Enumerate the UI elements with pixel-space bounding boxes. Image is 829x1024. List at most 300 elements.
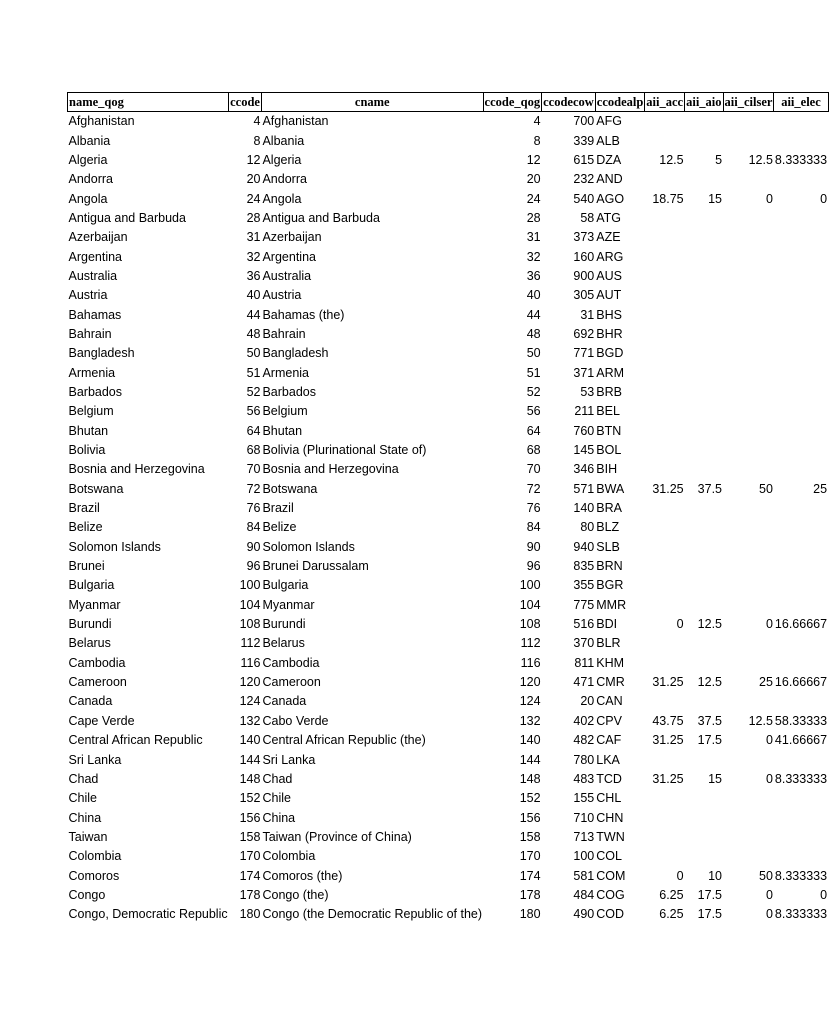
cell-aii-aio[interactable]: [685, 692, 723, 711]
cell-aii-acc[interactable]: [645, 247, 685, 266]
cell-aii-aio[interactable]: [685, 325, 723, 344]
cell-name-qog[interactable]: Myanmar: [68, 597, 121, 612]
cell-aii-cilser[interactable]: [723, 789, 774, 808]
cell-aii-acc[interactable]: [645, 518, 685, 537]
header-cname[interactable]: cname: [261, 93, 483, 112]
cell-aii-acc[interactable]: 31.25: [652, 771, 684, 786]
cell-aii-cilser[interactable]: [723, 847, 774, 866]
cell-aii-aio[interactable]: 37.5: [697, 481, 723, 496]
cell-ccode-qog[interactable]: 140: [519, 733, 541, 748]
cell-name-qog[interactable]: Congo: [68, 887, 106, 902]
cell-ccode-qog[interactable]: 31: [526, 230, 541, 245]
cell-cname[interactable]: Congo (the Democratic Republic of the): [262, 907, 483, 922]
cell-cname[interactable]: Cabo Verde: [262, 713, 329, 728]
cell-ccode[interactable]: 24: [246, 191, 261, 206]
cell-ccodealp[interactable]: COL: [596, 849, 622, 864]
cell-ccode[interactable]: 112: [240, 636, 261, 651]
cell-name-qog[interactable]: Azerbaijan: [68, 230, 128, 245]
cell-ccode-qog[interactable]: 12: [526, 152, 541, 167]
cell-cname[interactable]: Chad: [262, 771, 293, 786]
cell-ccodealp[interactable]: ARG: [596, 249, 624, 264]
cell-ccodealp[interactable]: BGR: [596, 578, 624, 593]
cell-aii-cilser[interactable]: [723, 596, 774, 615]
cell-aii-cilser[interactable]: 0: [765, 617, 773, 632]
cell-aii-acc[interactable]: [645, 422, 685, 441]
cell-ccodecow[interactable]: 780: [573, 752, 595, 767]
cell-ccodecow[interactable]: 20: [580, 694, 595, 709]
cell-ccodealp[interactable]: DZA: [596, 152, 622, 167]
cell-name-qog[interactable]: Belarus: [68, 636, 111, 651]
header-ccodealp[interactable]: ccodealp: [595, 93, 645, 112]
cell-ccodecow[interactable]: 490: [573, 907, 595, 922]
cell-aii-cilser[interactable]: 12.5: [748, 713, 773, 728]
cell-ccodealp[interactable]: AND: [596, 172, 623, 187]
cell-cname[interactable]: Belarus: [262, 636, 305, 651]
cell-name-qog[interactable]: Congo, Democratic Republic: [68, 907, 228, 922]
cell-ccode-qog[interactable]: 51: [526, 365, 541, 380]
cell-ccode-qog[interactable]: 90: [526, 539, 541, 554]
cell-cname[interactable]: Cameroon: [262, 675, 321, 690]
cell-ccodecow[interactable]: 811: [574, 655, 595, 670]
cell-ccodealp[interactable]: AZE: [596, 230, 621, 245]
cell-ccode[interactable]: 8: [253, 133, 261, 148]
cell-aii-acc[interactable]: [645, 460, 685, 479]
header-aii-acc[interactable]: aii_acc: [645, 93, 685, 112]
cell-cname[interactable]: Bolivia (Plurinational State of): [262, 443, 427, 458]
cell-aii-acc[interactable]: [645, 267, 685, 286]
cell-cname[interactable]: Taiwan (Province of China): [262, 829, 412, 844]
cell-name-qog[interactable]: Australia: [68, 268, 118, 283]
cell-ccode-qog[interactable]: 40: [526, 288, 541, 303]
cell-aii-aio[interactable]: [685, 363, 723, 382]
cell-aii-acc[interactable]: [645, 209, 685, 228]
cell-ccode-qog[interactable]: 84: [526, 520, 541, 535]
cell-ccode-qog[interactable]: 96: [526, 559, 541, 574]
cell-ccodecow[interactable]: 940: [573, 539, 595, 554]
cell-aii-aio[interactable]: [685, 247, 723, 266]
cell-aii-acc[interactable]: 12.5: [659, 152, 684, 167]
cell-ccode[interactable]: 104: [239, 597, 261, 612]
cell-aii-cilser[interactable]: 0: [765, 733, 773, 748]
cell-ccodecow[interactable]: 482: [573, 733, 595, 748]
cell-ccode-qog[interactable]: 52: [526, 384, 541, 399]
cell-ccode[interactable]: 100: [239, 578, 261, 593]
cell-aii-cilser[interactable]: [723, 828, 774, 847]
cell-ccode-qog[interactable]: 20: [526, 172, 541, 187]
cell-cname[interactable]: Canada: [262, 694, 307, 709]
cell-ccodealp[interactable]: BTN: [596, 423, 622, 438]
cell-aii-cilser[interactable]: [723, 247, 774, 266]
cell-ccode[interactable]: 31: [246, 230, 261, 245]
cell-ccode-qog[interactable]: 132: [519, 713, 541, 728]
cell-ccode-qog[interactable]: 144: [519, 752, 541, 767]
cell-name-qog[interactable]: Sri Lanka: [68, 752, 122, 767]
cell-ccode-qog[interactable]: 72: [526, 481, 541, 496]
cell-aii-aio[interactable]: [685, 808, 723, 827]
cell-ccode[interactable]: 28: [246, 210, 261, 225]
cell-aii-aio[interactable]: [685, 654, 723, 673]
cell-aii-elec[interactable]: 8.333333: [774, 868, 828, 883]
cell-ccodecow[interactable]: 355: [573, 578, 595, 593]
cell-ccodecow[interactable]: 402: [573, 713, 595, 728]
cell-aii-aio[interactable]: [685, 789, 723, 808]
cell-ccode-qog[interactable]: 100: [519, 578, 541, 593]
header-aii-cilser[interactable]: aii_cilser: [723, 93, 774, 112]
cell-name-qog[interactable]: Comoros: [68, 868, 120, 883]
cell-ccode-qog[interactable]: 64: [526, 423, 541, 438]
cell-cname[interactable]: Bahrain: [262, 326, 306, 341]
cell-aii-cilser[interactable]: 50: [759, 481, 773, 496]
cell-aii-elec[interactable]: [774, 209, 828, 228]
cell-ccode[interactable]: 144: [239, 752, 261, 767]
cell-aii-aio[interactable]: [685, 131, 723, 150]
cell-aii-cilser[interactable]: [723, 363, 774, 382]
cell-name-qog[interactable]: Belize: [68, 520, 103, 535]
cell-ccode[interactable]: 40: [246, 288, 261, 303]
cell-aii-acc[interactable]: [645, 402, 685, 421]
cell-ccode[interactable]: 178: [239, 887, 261, 902]
cell-cname[interactable]: Angola: [262, 191, 302, 206]
cell-ccode-qog[interactable]: 4: [533, 114, 541, 129]
cell-name-qog[interactable]: Angola: [68, 191, 108, 206]
cell-ccode[interactable]: 90: [246, 539, 261, 554]
cell-aii-aio[interactable]: 17.5: [697, 907, 723, 922]
cell-name-qog[interactable]: Argentina: [68, 249, 123, 264]
cell-aii-acc[interactable]: [645, 363, 685, 382]
cell-name-qog[interactable]: Bahamas: [68, 307, 122, 322]
cell-aii-elec[interactable]: 0: [820, 887, 828, 902]
cell-cname[interactable]: Congo (the): [262, 887, 329, 902]
cell-ccode-qog[interactable]: 120: [519, 675, 541, 690]
cell-ccodecow[interactable]: 346: [573, 462, 595, 477]
cell-ccodealp[interactable]: COM: [596, 868, 626, 883]
cell-cname[interactable]: Barbados: [262, 384, 316, 399]
cell-aii-aio[interactable]: 17.5: [697, 733, 723, 748]
cell-aii-acc[interactable]: [645, 499, 685, 518]
cell-name-qog[interactable]: China: [68, 810, 102, 825]
cell-ccodealp[interactable]: SLB: [596, 539, 620, 554]
cell-ccode-qog[interactable]: 44: [526, 307, 541, 322]
cell-ccode[interactable]: 180: [239, 907, 261, 922]
cell-cname[interactable]: Argentina: [262, 249, 316, 264]
cell-aii-aio[interactable]: 15: [708, 771, 723, 786]
cell-aii-cilser[interactable]: 12.5: [748, 152, 773, 167]
cell-ccode[interactable]: 148: [239, 771, 261, 786]
cell-aii-elec[interactable]: [774, 750, 828, 769]
cell-ccodealp[interactable]: CAF: [596, 733, 622, 748]
cell-aii-cilser[interactable]: [723, 286, 774, 305]
cell-name-qog[interactable]: Bolivia: [68, 443, 106, 458]
cell-ccode-qog[interactable]: 70: [526, 462, 541, 477]
cell-ccode-qog[interactable]: 158: [519, 829, 541, 844]
cell-aii-aio[interactable]: [685, 286, 723, 305]
cell-aii-acc[interactable]: 43.75: [652, 713, 684, 728]
cell-ccode[interactable]: 4: [253, 114, 261, 129]
cell-aii-elec[interactable]: 8.333333: [774, 152, 828, 167]
cell-ccodealp[interactable]: ALB: [596, 133, 620, 148]
cell-aii-cilser[interactable]: [723, 383, 774, 402]
cell-aii-acc[interactable]: [645, 634, 685, 653]
cell-aii-acc[interactable]: 0: [676, 617, 684, 632]
cell-ccodealp[interactable]: COD: [596, 907, 625, 922]
cell-ccodealp[interactable]: BDI: [596, 617, 618, 632]
cell-aii-elec[interactable]: [774, 692, 828, 711]
cell-name-qog[interactable]: Afghanistan: [68, 114, 135, 129]
cell-aii-acc[interactable]: [645, 112, 685, 132]
cell-name-qog[interactable]: Solomon Islands: [68, 539, 161, 554]
header-ccode-qog[interactable]: ccode_qog: [483, 93, 542, 112]
cell-ccodecow[interactable]: 835: [573, 559, 595, 574]
cell-name-qog[interactable]: Canada: [68, 694, 113, 709]
cell-aii-aio[interactable]: [685, 596, 723, 615]
cell-aii-acc[interactable]: [645, 654, 685, 673]
cell-ccode[interactable]: 36: [246, 268, 261, 283]
cell-ccodecow[interactable]: 581: [573, 868, 595, 883]
cell-ccode-qog[interactable]: 28: [526, 210, 541, 225]
cell-ccodealp[interactable]: KHM: [596, 655, 625, 670]
cell-aii-cilser[interactable]: [723, 170, 774, 189]
cell-aii-elec[interactable]: 16.66667: [774, 617, 828, 632]
cell-ccodealp[interactable]: LKA: [596, 752, 620, 767]
cell-ccodecow[interactable]: 710: [573, 810, 595, 825]
cell-ccode-qog[interactable]: 170: [519, 849, 541, 864]
cell-aii-acc[interactable]: 6.25: [659, 887, 684, 902]
cell-ccodealp[interactable]: BRN: [596, 559, 623, 574]
cell-ccode[interactable]: 56: [246, 404, 261, 419]
cell-name-qog[interactable]: Chile: [68, 791, 97, 806]
cell-name-qog[interactable]: Armenia: [68, 365, 116, 380]
cell-aii-aio[interactable]: [685, 441, 723, 460]
cell-aii-elec[interactable]: [774, 789, 828, 808]
cell-cname[interactable]: China: [262, 810, 296, 825]
cell-name-qog[interactable]: Bahrain: [68, 326, 112, 341]
cell-aii-aio[interactable]: [685, 402, 723, 421]
cell-aii-aio[interactable]: [685, 518, 723, 537]
header-name-qog[interactable]: name_qog: [68, 93, 229, 112]
cell-name-qog[interactable]: Bangladesh: [68, 346, 135, 361]
cell-ccodecow[interactable]: 58: [580, 210, 595, 225]
cell-aii-elec[interactable]: [774, 422, 828, 441]
cell-aii-cilser[interactable]: [723, 557, 774, 576]
cell-ccode[interactable]: 44: [246, 307, 261, 322]
cell-ccode[interactable]: 72: [246, 481, 261, 496]
cell-aii-elec[interactable]: [774, 402, 828, 421]
cell-ccode-qog[interactable]: 148: [519, 771, 541, 786]
cell-ccodecow[interactable]: 211: [574, 404, 595, 419]
cell-aii-cilser[interactable]: [723, 209, 774, 228]
cell-aii-acc[interactable]: [645, 557, 685, 576]
cell-aii-elec[interactable]: 8.333333: [774, 771, 828, 786]
cell-aii-cilser[interactable]: [723, 692, 774, 711]
cell-cname[interactable]: Burundi: [262, 617, 306, 632]
cell-ccodecow[interactable]: 373: [573, 230, 595, 245]
cell-ccode[interactable]: 156: [239, 810, 261, 825]
cell-name-qog[interactable]: Antigua and Barbuda: [68, 210, 186, 225]
cell-aii-elec[interactable]: 16.66667: [774, 675, 828, 690]
cell-ccode[interactable]: 12: [246, 152, 261, 167]
cell-aii-elec[interactable]: [774, 538, 828, 557]
cell-aii-cilser[interactable]: 50: [759, 868, 773, 883]
cell-aii-elec[interactable]: [774, 131, 828, 150]
cell-aii-aio[interactable]: 15: [708, 191, 723, 206]
cell-ccodecow[interactable]: 540: [573, 191, 595, 206]
cell-ccode[interactable]: 20: [246, 172, 261, 187]
cell-name-qog[interactable]: Taiwan: [68, 829, 108, 844]
cell-ccodealp[interactable]: ARM: [596, 365, 625, 380]
cell-cname[interactable]: Botswana: [262, 481, 318, 496]
cell-aii-acc[interactable]: [645, 344, 685, 363]
header-aii-elec[interactable]: aii_elec: [774, 93, 828, 112]
cell-ccode-qog[interactable]: 56: [526, 404, 541, 419]
cell-cname[interactable]: Armenia: [262, 365, 310, 380]
cell-name-qog[interactable]: Central African Republic: [68, 733, 203, 748]
cell-cname[interactable]: Myanmar: [262, 597, 315, 612]
cell-ccodealp[interactable]: BHR: [596, 326, 623, 341]
cell-aii-cilser[interactable]: [723, 267, 774, 286]
cell-name-qog[interactable]: Barbados: [68, 384, 123, 399]
cell-ccode[interactable]: 158: [239, 829, 261, 844]
cell-ccodecow[interactable]: 145: [573, 443, 595, 458]
cell-aii-acc[interactable]: [645, 847, 685, 866]
cell-aii-acc[interactable]: [645, 538, 685, 557]
cell-aii-cilser[interactable]: [723, 518, 774, 537]
cell-aii-aio[interactable]: [685, 383, 723, 402]
cell-ccode[interactable]: 96: [246, 559, 261, 574]
cell-aii-aio[interactable]: [685, 634, 723, 653]
cell-ccodealp[interactable]: CAN: [596, 694, 623, 709]
cell-aii-cilser[interactable]: [723, 460, 774, 479]
cell-cname[interactable]: Bahamas (the): [262, 307, 345, 322]
cell-aii-aio[interactable]: [685, 538, 723, 557]
cell-aii-acc[interactable]: [645, 286, 685, 305]
cell-aii-acc[interactable]: 31.25: [652, 733, 684, 748]
cell-aii-acc[interactable]: [645, 692, 685, 711]
cell-ccode[interactable]: 32: [246, 249, 261, 264]
cell-aii-aio[interactable]: [685, 499, 723, 518]
cell-name-qog[interactable]: Brunei: [68, 559, 105, 574]
cell-ccodealp[interactable]: AUT: [596, 288, 622, 303]
cell-ccode-qog[interactable]: 50: [526, 346, 541, 361]
cell-ccodealp[interactable]: TWN: [596, 829, 625, 844]
cell-ccodecow[interactable]: 692: [573, 326, 595, 341]
cell-aii-elec[interactable]: [774, 808, 828, 827]
cell-aii-acc[interactable]: [645, 305, 685, 324]
cell-aii-elec[interactable]: 8.333333: [774, 907, 828, 922]
cell-aii-cilser[interactable]: [723, 538, 774, 557]
cell-name-qog[interactable]: Brazil: [68, 501, 100, 516]
cell-ccodecow[interactable]: 305: [573, 288, 595, 303]
cell-ccodecow[interactable]: 571: [573, 481, 595, 496]
cell-aii-cilser[interactable]: [723, 228, 774, 247]
cell-aii-elec[interactable]: [774, 460, 828, 479]
cell-ccode[interactable]: 116: [240, 655, 261, 670]
cell-cname[interactable]: Cambodia: [262, 655, 320, 670]
cell-aii-elec[interactable]: [774, 363, 828, 382]
cell-aii-acc[interactable]: [645, 325, 685, 344]
cell-aii-elec[interactable]: [774, 499, 828, 518]
cell-ccode[interactable]: 152: [239, 791, 261, 806]
cell-aii-acc[interactable]: [645, 808, 685, 827]
cell-aii-acc[interactable]: 6.25: [659, 907, 684, 922]
cell-cname[interactable]: Central African Republic (the): [262, 733, 426, 748]
cell-name-qog[interactable]: Botswana: [68, 481, 124, 496]
cell-aii-elec[interactable]: [774, 112, 828, 132]
cell-aii-elec[interactable]: 25: [813, 481, 828, 496]
cell-aii-cilser[interactable]: 0: [765, 191, 773, 206]
cell-aii-cilser[interactable]: [723, 402, 774, 421]
cell-ccodealp[interactable]: BGD: [596, 346, 624, 361]
cell-aii-elec[interactable]: [774, 576, 828, 595]
cell-cname[interactable]: Colombia: [262, 849, 316, 864]
cell-aii-acc[interactable]: [645, 441, 685, 460]
cell-aii-aio[interactable]: 5: [715, 152, 723, 167]
cell-cname[interactable]: Bulgaria: [262, 578, 309, 593]
cell-aii-aio[interactable]: [685, 267, 723, 286]
cell-ccodealp[interactable]: BLZ: [596, 520, 620, 535]
cell-aii-cilser[interactable]: [723, 654, 774, 673]
cell-aii-cilser[interactable]: [723, 131, 774, 150]
cell-aii-elec[interactable]: [774, 325, 828, 344]
cell-ccode-qog[interactable]: 152: [519, 791, 541, 806]
cell-aii-cilser[interactable]: [723, 325, 774, 344]
cell-ccodecow[interactable]: 140: [573, 501, 595, 516]
cell-cname[interactable]: Bangladesh: [262, 346, 329, 361]
cell-ccode-qog[interactable]: 174: [519, 868, 541, 883]
cell-aii-elec[interactable]: [774, 596, 828, 615]
cell-cname[interactable]: Chile: [262, 791, 291, 806]
cell-ccode-qog[interactable]: 76: [526, 501, 541, 516]
cell-name-qog[interactable]: Algeria: [68, 152, 108, 167]
cell-ccodealp[interactable]: BIH: [596, 462, 618, 477]
cell-aii-acc[interactable]: [645, 789, 685, 808]
cell-aii-elec[interactable]: [774, 383, 828, 402]
header-ccode[interactable]: ccode: [229, 93, 262, 112]
cell-ccode-qog[interactable]: 178: [519, 887, 541, 902]
cell-ccodecow[interactable]: 471: [573, 675, 595, 690]
cell-aii-aio[interactable]: 10: [708, 868, 723, 883]
cell-ccodecow[interactable]: 53: [580, 384, 595, 399]
cell-ccodecow[interactable]: 100: [573, 849, 595, 864]
cell-ccode-qog[interactable]: 68: [526, 443, 541, 458]
cell-ccode[interactable]: 48: [246, 326, 261, 341]
cell-aii-elec[interactable]: [774, 247, 828, 266]
cell-aii-cilser[interactable]: [723, 112, 774, 132]
cell-cname[interactable]: Comoros (the): [262, 868, 343, 883]
cell-aii-elec[interactable]: [774, 228, 828, 247]
cell-aii-cilser[interactable]: 0: [765, 771, 773, 786]
cell-ccodecow[interactable]: 771: [573, 346, 595, 361]
cell-ccode[interactable]: 64: [246, 423, 261, 438]
cell-ccodecow[interactable]: 483: [573, 771, 595, 786]
cell-name-qog[interactable]: Belgium: [68, 404, 114, 419]
cell-ccodealp[interactable]: AGO: [596, 191, 625, 206]
cell-ccode[interactable]: 70: [246, 462, 261, 477]
cell-ccode[interactable]: 108: [239, 617, 261, 632]
cell-ccode-qog[interactable]: 156: [519, 810, 541, 825]
cell-cname[interactable]: Bhutan: [262, 423, 303, 438]
cell-aii-aio[interactable]: [685, 557, 723, 576]
cell-ccodealp[interactable]: MMR: [596, 597, 627, 612]
cell-ccodecow[interactable]: 713: [573, 829, 595, 844]
cell-aii-aio[interactable]: 12.5: [697, 617, 723, 632]
cell-cname[interactable]: Sri Lanka: [262, 752, 316, 767]
cell-aii-cilser[interactable]: [723, 305, 774, 324]
cell-ccode-qog[interactable]: 48: [526, 326, 541, 341]
cell-ccodealp[interactable]: BOL: [596, 443, 622, 458]
cell-aii-acc[interactable]: [645, 131, 685, 150]
cell-aii-aio[interactable]: [685, 209, 723, 228]
cell-aii-cilser[interactable]: 0: [765, 887, 773, 902]
